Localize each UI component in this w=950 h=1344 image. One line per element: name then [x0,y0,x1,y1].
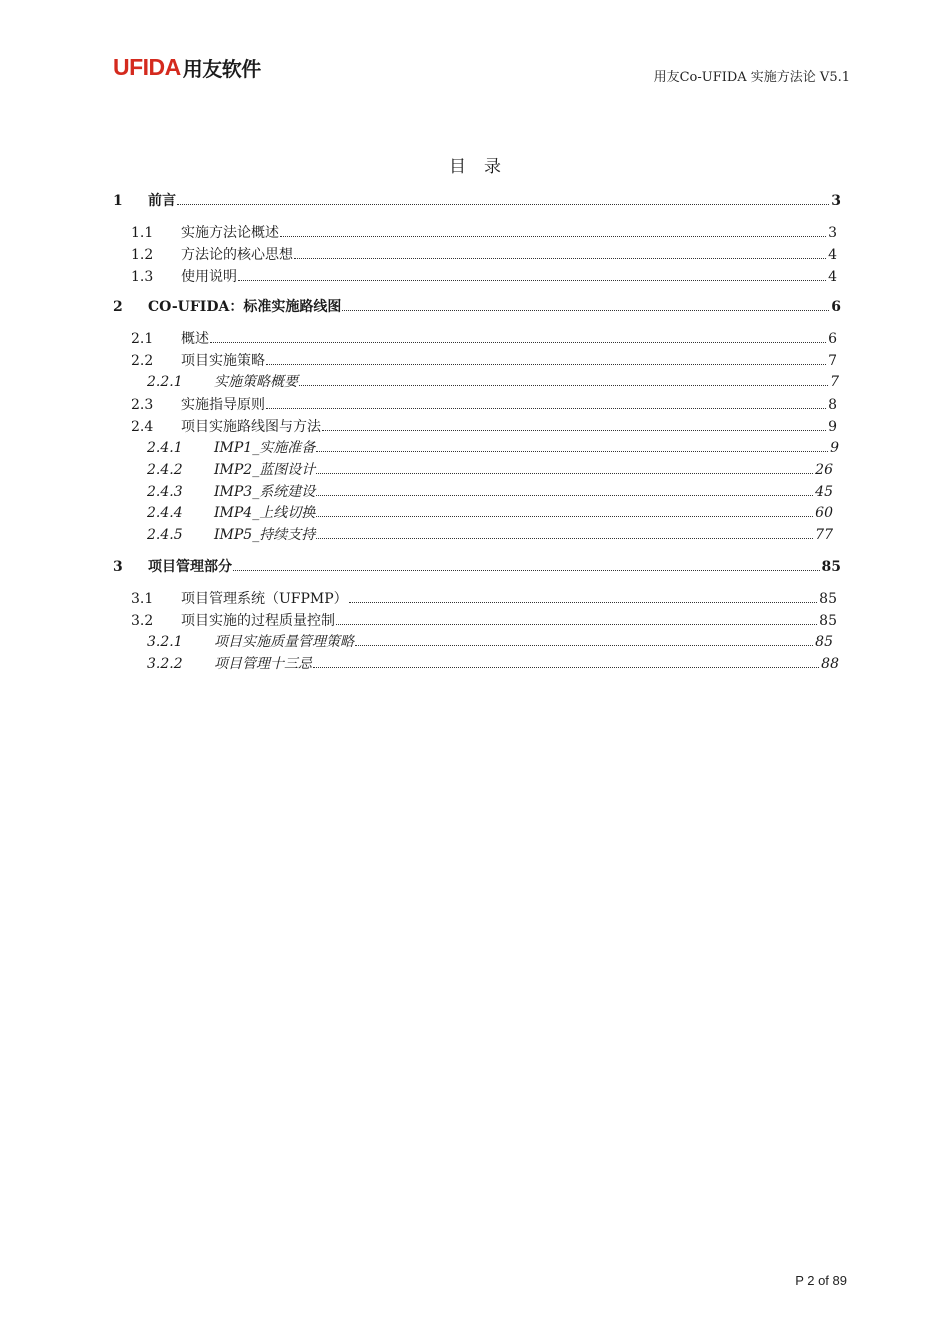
toc-dot-leader [313,655,819,668]
toc-entry[interactable] [147,461,833,479]
toc-entry-page: 9 [828,419,837,435]
toc-entry[interactable] [131,396,837,414]
toc-entry-page: 3 [828,225,837,241]
toc-entry-title: 实施指导原则 [181,397,265,413]
toc-entry-page: 85 [819,613,837,629]
toc-dot-leader [355,633,813,646]
toc-entry-number: 2.4.3 [147,484,183,500]
toc-entry[interactable] [113,558,841,576]
toc-entry-title: 项目实施路线图与方法 [181,419,321,435]
toc-entry-number: 2.2 [131,353,154,369]
toc-dot-leader [342,298,829,311]
toc-entry-page: 9 [830,440,839,456]
toc-entry-number: 2.3 [131,397,154,413]
toc-entry[interactable] [131,330,837,348]
toc-entry-page: 85 [819,591,837,607]
toc-entry-page: 6 [831,299,841,315]
toc-entry-number: 1.2 [131,247,154,263]
toc-entry-number: 3.2.1 [147,634,183,650]
toc-entry-number: 1.3 [131,269,154,285]
company-logo [113,54,261,80]
toc-dot-leader [316,439,828,452]
toc-entry-number: 3.1 [131,591,154,607]
toc-entry-page: 6 [828,331,837,347]
toc-entry-page: 85 [821,559,841,575]
toc-dot-leader [349,590,817,603]
toc-entry-page: 4 [828,269,837,285]
toc-entry[interactable] [131,612,837,630]
toc-entry-number: 3 [113,559,123,575]
toc-title: 目录 [449,157,519,177]
toc-entry[interactable] [131,224,837,242]
toc-entry-number: 2.4.2 [147,462,183,478]
toc-entry[interactable] [147,373,839,391]
toc-entry-title: IMP3_系统建设 [214,484,316,500]
page-number: P 2 of 89 [795,1273,847,1288]
toc-entry[interactable] [147,483,833,501]
toc-entry[interactable] [147,655,839,673]
toc-entry-title: 项目管理部分 [148,559,232,575]
toc-entry[interactable] [113,298,841,316]
toc-entry[interactable] [147,439,839,457]
toc-entry-title: 方法论的核心思想 [181,247,293,263]
toc-entry-page: 60 [815,505,833,521]
toc-entry-title: CO-UFIDA：标准实施路线图 [148,299,342,315]
toc-entry-page: 77 [815,527,833,543]
toc-entry[interactable] [131,268,837,286]
toc-entry[interactable] [147,526,833,544]
toc-entry-title: IMP5_持续支持 [214,527,316,543]
toc-entry-title: 概述 [181,331,209,347]
toc-entry[interactable] [131,352,837,370]
toc-entry-title: 项目管理十三忌 [214,656,312,672]
toc-dot-leader [322,418,826,431]
toc-dot-leader [280,224,826,237]
logo-latin: UFIDA [113,53,181,80]
toc-entry-title: 实施方法论概述 [181,225,279,241]
toc-entry-number: 1.1 [131,225,154,241]
toc-entry-title: 项目实施质量管理策略 [214,634,354,650]
toc-entry-page: 4 [828,247,837,263]
toc-entry[interactable] [131,418,837,436]
toc-dot-leader [233,558,820,571]
toc-entry-page: 26 [815,462,833,478]
toc-entry[interactable] [113,192,841,210]
toc-entry-title: 项目管理系统（UFPMP） [181,591,348,607]
toc-entry-number: 2.2.1 [147,374,183,390]
toc-entry-number: 1 [113,193,123,209]
toc-dot-leader [266,352,826,365]
toc-dot-leader [177,192,829,205]
toc-entry[interactable] [147,633,833,651]
toc-dot-leader [266,396,826,409]
logo-chinese: 用友软件 [182,56,261,81]
toc-entry-number: 2 [113,299,123,315]
toc-entry-title: IMP4_上线切换 [214,505,316,521]
toc-dot-leader [316,504,813,517]
toc-entry-title: 前言 [148,193,176,209]
toc-entry-number: 3.2 [131,613,154,629]
toc-entry-page: 7 [828,353,837,369]
toc-entry-number: 2.4 [131,419,154,435]
toc-entry-page: 88 [821,656,839,672]
toc-entry-page: 85 [815,634,833,650]
toc-entry-title: 项目实施的过程质量控制 [181,613,335,629]
toc-entry-number: 2.1 [131,331,154,347]
toc-entry-title: IMP1_实施准备 [214,440,316,456]
toc-dot-leader [294,246,826,259]
toc-entry-number: 3.2.2 [147,656,183,672]
toc-entry-title: 项目实施策略 [181,353,265,369]
toc-dot-leader [316,526,813,539]
toc-entry-page: 8 [828,397,837,413]
toc-entry-title: 实施策略概要 [214,374,298,390]
toc-entry-number: 2.4.1 [147,440,183,456]
toc-dot-leader [316,483,813,496]
toc-entry[interactable] [131,590,837,608]
toc-entry-page: 3 [831,193,841,209]
toc-dot-leader [210,330,826,343]
toc-entry-page: 7 [830,374,839,390]
toc-entry[interactable] [147,504,833,522]
toc-dot-leader [336,612,817,625]
toc-entry-number: 2.4.5 [147,527,183,543]
toc-entry-number: 2.4.4 [147,505,183,521]
toc-entry-title: 使用说明 [181,269,237,285]
toc-entry-title: IMP2_蓝图设计 [214,462,316,478]
toc-entry[interactable] [131,246,837,264]
toc-dot-leader [299,373,828,386]
toc-dot-leader [316,461,813,474]
toc-dot-leader [238,268,826,281]
document-title: 用友Co-UFIDA 实施方法论 V5.1 [653,70,850,85]
toc-entry-page: 45 [815,484,833,500]
